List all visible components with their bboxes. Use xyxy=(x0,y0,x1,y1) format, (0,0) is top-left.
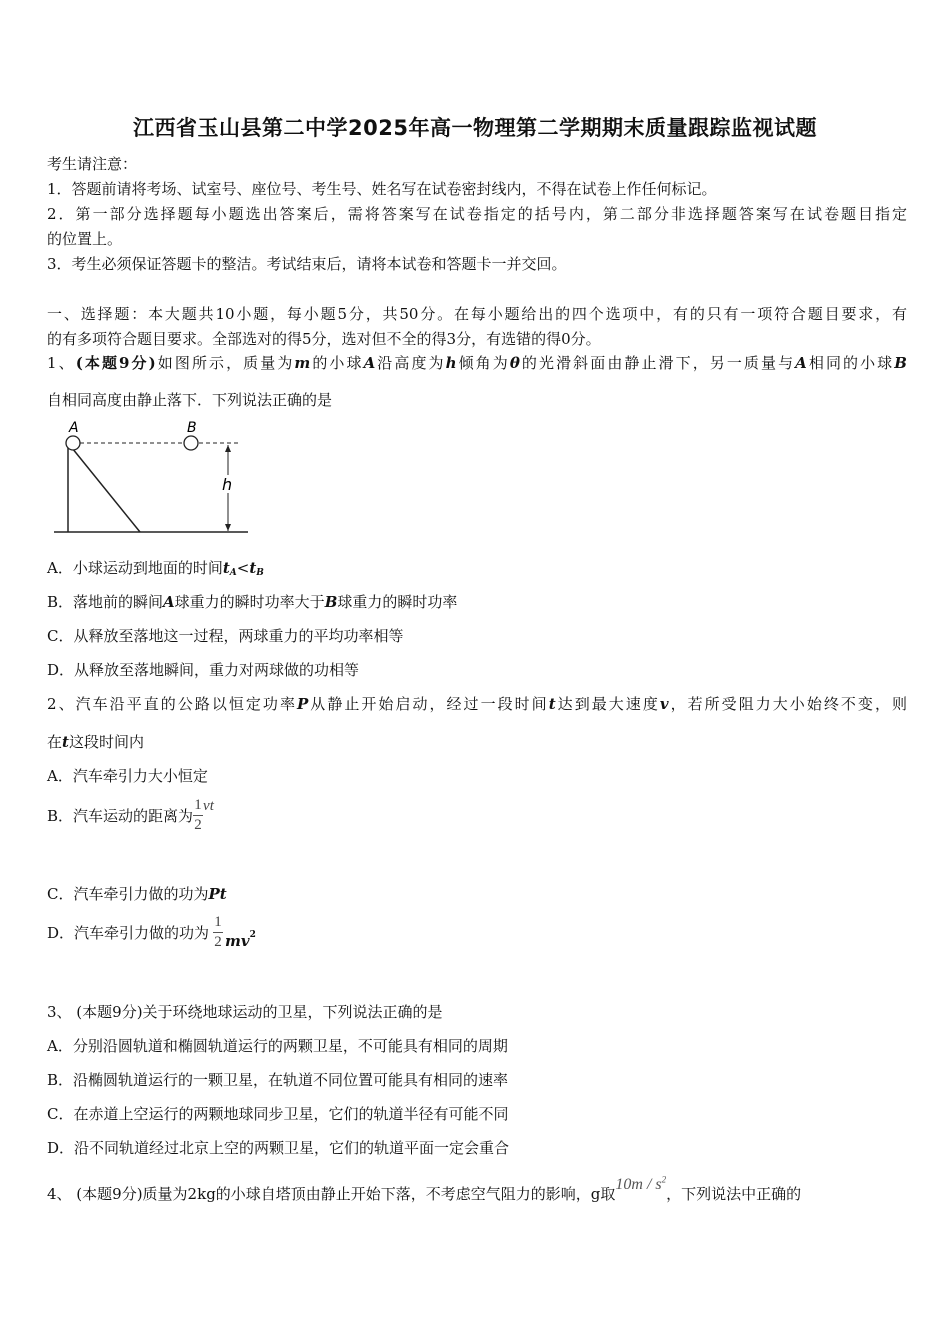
q1-option-d: D．从释放至落地瞬间，重力对两球做的功相等 xyxy=(47,661,360,679)
question-2-stem: 2、汽车沿平直的公路以恒定功率P从静止开始启动，经过一段时间t达到最大速度v，若所受阻力大小始终不变，则 xyxy=(47,695,907,713)
section-heading: 的有多项符合题目要求。全部选对的得5分，选对但不全的得3分，有选错的得0分。 xyxy=(47,330,601,348)
q3-option-d: D．沿不同轨道经过北京上空的两颗卫星，它们的轨道平面一定会重合 xyxy=(47,1139,510,1157)
q1-option-a: A．小球运动到地面的时间$t_A<t_B$ xyxy=(47,559,264,578)
notice-item: 1．答题前请将考场、试室号、座位号、考生号、姓名写在试卷密封线内，不得在试卷上作任何标记。 xyxy=(47,180,717,198)
notice-item: 2．第一部分选择题每小题选出答案后，需将答案写在试卷指定的括号内，第二部分非选择题答案写在试卷题目指定 xyxy=(47,205,907,223)
page-title: 江西省玉山县第二中学2025年高一物理第二学期期末质量跟踪监视试题 xyxy=(133,116,817,140)
notice-heading: 考生请注意： xyxy=(47,155,138,173)
incline-diagram xyxy=(50,415,255,537)
ball-a xyxy=(66,436,80,450)
fraction: $\frac{1}{2}$ xyxy=(214,914,222,950)
label-h: h xyxy=(222,475,233,494)
q1-option-b: B．落地前的瞬间A球重力的瞬时功率大于B球重力的瞬时功率 xyxy=(47,593,458,611)
fraction: $\frac{1}{2}$ xyxy=(194,797,202,833)
question-1-stem: 1、(本题9分)如图所示，质量为m的小球A沿高度为h倾角为θ的光滑斜面由静止滑下，另一质量与A相同的小球B xyxy=(47,354,907,372)
question-number: 1、 xyxy=(47,354,76,372)
label-b: B xyxy=(187,420,197,436)
question-2-stem-cont: 在t这段时间内 xyxy=(47,733,144,751)
q3-option-c: C．在赤道上空运行的两颗地球同步卫星，它们的轨道半径有可能不同 xyxy=(47,1105,509,1123)
q3-option-b: B．沿椭圆轨道运行的一颗卫星，在轨道不同位置可能具有相同的速率 xyxy=(47,1071,509,1089)
question-1-stem-cont: 自相同高度由静止落下．下列说法正确的是 xyxy=(47,391,333,409)
question-3-stem: 3、 (本题9分)关于环绕地球运动的卫星，下列说法正确的是 xyxy=(47,1003,443,1021)
question-4-stem: 4、 (本题9分)质量为2kg的小球自塔顶由静止开始下落，不考虑空气阻力的影响，g取$10m / s^2$，下列说法中正确的 xyxy=(47,1174,802,1203)
q2-option-c: C．汽车牵引力做的功为Pt xyxy=(47,885,227,903)
incline-slope xyxy=(68,443,140,532)
notice-item: 3．考生必须保证答题卡的整洁。考试结束后，请将本试卷和答题卡一并交回。 xyxy=(47,255,567,273)
ball-b xyxy=(184,436,198,450)
q2-option-a: A．汽车牵引力大小恒定 xyxy=(47,767,208,785)
q3-option-a: A．分别沿圆轨道和椭圆轨道运行的两颗卫星，不可能具有相同的周期 xyxy=(47,1037,508,1055)
notice-item: 的位置上。 xyxy=(47,230,123,248)
q1-option-c: C．从释放至落地这一过程，两球重力的平均功率相等 xyxy=(47,627,404,645)
section-heading: 一、选择题：本大题共10小题，每小题5分，共50分。在每小题给出的四个选项中，有的只有一项符合题目要求，有 xyxy=(47,305,907,323)
q2-option-b: B．汽车运动的距离为$\frac{1}{2}vt$ xyxy=(47,797,214,833)
q2-option-d: D．汽车牵引力做的功为 $\frac{1}{2} mv^2$ xyxy=(47,914,256,950)
unit-expression: $10m / s^2$ xyxy=(615,1174,667,1193)
label-a: A xyxy=(69,420,79,436)
